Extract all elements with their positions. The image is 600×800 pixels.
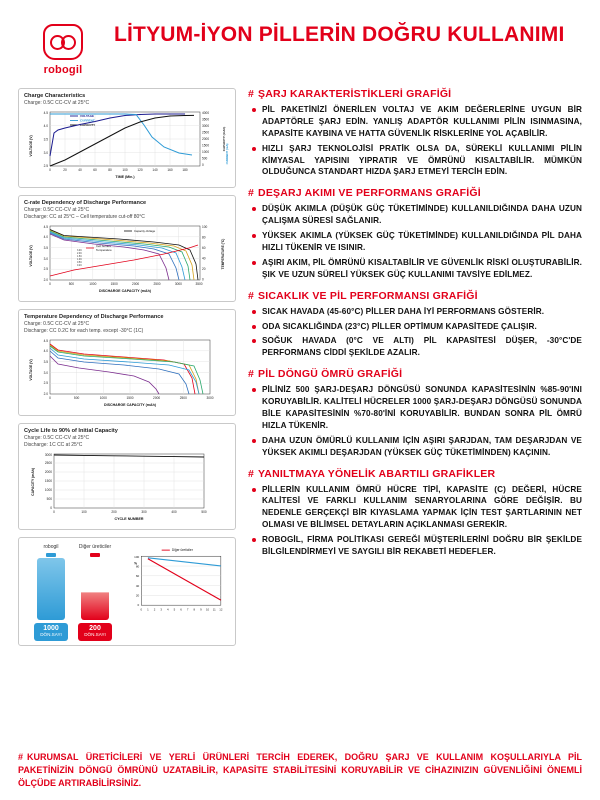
svg-text:180: 180: [182, 168, 188, 173]
svg-text:1.0C: 1.0C: [76, 258, 82, 262]
svg-text:1000: 1000: [202, 150, 210, 155]
svg-text:20: 20: [135, 593, 140, 598]
battery-capacity-unit: DÖN.SAYI: [40, 631, 62, 637]
list-item: DAHA UZUN ÖMÜRLÜ KULLANIM İÇİN AŞIRI ŞARJDAN, TAM DEŞARJDAN VE YÜKSEK AKIMLI DEŞARJDAN (YÜKSEK GÜÇ TÜKETİMİNDEN) KAÇININ.: [262, 435, 582, 457]
content-column: [248, 88, 582, 653]
list-item: SICAK HAVADA (45-60°C) PİLLER DAHA İYİ PERFORMANS GÖSTERİR.: [262, 306, 582, 318]
svg-text:0: 0: [49, 396, 51, 401]
svg-text:1000: 1000: [89, 282, 97, 287]
svg-text:140: 140: [152, 168, 158, 173]
svg-text:0: 0: [202, 163, 204, 168]
bullet-list: [248, 203, 582, 280]
svg-text:80: 80: [108, 168, 112, 173]
svg-text:40: 40: [135, 584, 140, 589]
chart-subtitle: Charge: 0.5C CC-CV at 25°C: [24, 435, 90, 442]
svg-text:80: 80: [135, 564, 140, 569]
svg-text:1: 1: [147, 607, 149, 612]
svg-text:0.2C: 0.2C: [76, 264, 82, 268]
svg-text:Cell Surface: Cell Surface: [96, 244, 112, 249]
hash-icon: #: [248, 467, 255, 480]
battery-label: Diğer üreticiler: [78, 544, 112, 551]
battery-cap-icon: [90, 553, 100, 557]
svg-text:1500: 1500: [202, 143, 210, 148]
svg-text:3000: 3000: [44, 453, 52, 458]
battery-others: [78, 544, 112, 640]
svg-text:3.5: 3.5: [43, 360, 48, 365]
chart-cycle-life: [18, 423, 236, 530]
svg-text:DISCHARGE CAPACITY (mAh): DISCHARGE CAPACITY (mAh): [99, 289, 151, 294]
svg-text:0: 0: [137, 603, 140, 608]
chart-title: Charge Characteristics: [24, 93, 86, 99]
svg-text:CURRENT (mA): CURRENT (mA): [225, 144, 229, 165]
footer-text: KURUMSAL ÜRETİCİLERİ VE YERLİ ÜRÜNLERİ TERCİH EDEREK, DOĞRU ŞARJ VE KULLANIM KOŞULLARIYLA PİL PAKETİNİZİN DÖNGÜ ÖMRÜNÜ UZATABİLİR, KAPASİTE STABİLİTESİNİ KORUYABİLİR VE CİHAZINIZIN GÜVENLİĞİNİ ÖNEMLİ ÖLÇÜDE ARTIRABİLİRSİNİZ.: [18, 751, 582, 788]
svg-text:2000: 2000: [153, 396, 161, 401]
chart-subtitle: Charge: 0.5C CC-CV at 25°C: [24, 99, 90, 106]
svg-text:3.0C: 3.0C: [76, 249, 82, 253]
svg-text:0: 0: [53, 510, 55, 515]
svg-text:500: 500: [202, 156, 208, 161]
svg-text:0: 0: [50, 506, 52, 511]
svg-text:3500: 3500: [202, 117, 210, 122]
list-item: PİLİNİZ 500 ŞARJ-DEŞARJ DÖNGÜSÜ SONUNDA KAPASİTESİNİN %85-90'INI KORUYABİLİR. KALİTELİ HÜCRELER 1000 ŞARJ-DEŞARJ DÖNGÜSÜ SONUNDA BİLE KAPASİTESİNİN %70-80'İNİ KORUYABİLİR. BUNDAN SONRA PİL ÖMRÜ HIZLA TÜKENİR.: [262, 385, 582, 430]
svg-text:500: 500: [46, 497, 52, 502]
svg-text:500: 500: [68, 282, 75, 287]
section-heading: [248, 88, 582, 100]
battery-body-icon: [37, 558, 65, 620]
svg-text:2000: 2000: [202, 137, 210, 142]
section-heading: [248, 468, 582, 480]
svg-text:7: 7: [186, 607, 189, 612]
chart-title: Cycle Life to 90% of Initial Capacity: [24, 428, 118, 435]
svg-text:4000: 4000: [202, 111, 210, 116]
svg-text:4.0: 4.0: [43, 124, 48, 129]
svg-text:0: 0: [49, 168, 51, 173]
svg-text:8: 8: [193, 607, 196, 612]
svg-text:CAPACITY (mAh): CAPACITY (mAh): [31, 468, 35, 497]
svg-text:2.0C: 2.0C: [76, 252, 82, 256]
svg-text:60: 60: [135, 574, 140, 579]
svg-text:3.0: 3.0: [43, 151, 48, 156]
list-item: ODA SICAKLIĞINDA (23°C) PİLLER OPTİMUM KAPASİTEDE ÇALIŞIR.: [262, 321, 582, 333]
hash-icon: #: [248, 289, 255, 302]
chart-canvas: [24, 448, 230, 526]
svg-text:1500: 1500: [44, 479, 52, 484]
section-sarj-karakteristikleri: [248, 88, 582, 178]
brand-name: robogil: [43, 64, 83, 76]
svg-text:3.0: 3.0: [43, 371, 48, 376]
svg-text:0: 0: [49, 282, 51, 287]
svg-text:2.5: 2.5: [43, 381, 48, 386]
svg-text:4.5: 4.5: [43, 225, 48, 230]
svg-text:4.5: 4.5: [43, 111, 48, 116]
svg-text:3000: 3000: [202, 124, 210, 129]
chart-subtitle-2: Discharge: CC at 25°C – Cell temperature cut-off 80°C: [24, 213, 145, 220]
svg-text:5: 5: [173, 607, 176, 612]
list-item: PİL PAKETİNİZİ ÖNERİLEN VOLTAJ VE AKIM DEĞERLERİNE UYGUN BİR ADAPTÖRLE ŞARJ EDİN. YANLIŞ ADAPTÖR KULLANIMI PİLİN ISINMASINA, KAPASİTE KAYBINA VE HATTA GÜVENLİK RİSKLERİNE YOL AÇABİLİR.: [262, 105, 582, 138]
svg-text:1500: 1500: [126, 396, 134, 401]
chart-subtitle-2: Discharge: CC 0.2C for each temp. except -30°C (1C): [24, 327, 144, 334]
svg-text:1.5C: 1.5C: [76, 255, 82, 259]
svg-text:100: 100: [134, 555, 140, 560]
chart-misleading: [127, 544, 229, 640]
svg-text:3.5: 3.5: [43, 246, 48, 251]
svg-text:VOLTAGE (V): VOLTAGE (V): [29, 245, 33, 268]
svg-text:1500: 1500: [110, 282, 118, 287]
svg-text:2.0: 2.0: [43, 278, 48, 283]
chart-canvas: [24, 220, 230, 298]
svg-text:2.0: 2.0: [43, 392, 48, 397]
section-title: DEŞARJ AKIMI VE PERFORMANS GRAFİĞİ: [258, 187, 481, 200]
svg-text:10: 10: [205, 607, 210, 612]
list-item: HIZLI ŞARJ TEKNOLOJİSİ PRATİK OLSA DA, SÜREKLİ KULLANIMI PİLİN KİMYASAL YAPISINI YIPRATIR VE ÖMRÜNÜ KISALTABİLİR. MÜMKÜN OLDUĞUNCA STANDART HIZDA ŞARJ ETMEYİ TERCİH EDİN.: [262, 143, 582, 177]
svg-text:120: 120: [137, 168, 143, 173]
svg-text:Temperature: Temperature: [96, 248, 112, 253]
section-heading: [248, 290, 582, 302]
svg-text:11: 11: [212, 607, 216, 612]
svg-text:2.5: 2.5: [43, 267, 48, 272]
section-yaniltma-abartili: [248, 468, 582, 558]
chart-canvas: [24, 334, 230, 412]
battery-badge: [34, 623, 68, 640]
hash-icon: #: [248, 368, 255, 381]
list-item: SOĞUK HAVADA (0°C VE ALTI) PİL KAPASİTESİ DÜŞER, -30°C'DE PERFORMANS CİDDİ ŞEKİLDE AZALIR.: [262, 336, 582, 358]
svg-text:DISCHARGE CAPACITY (mAh): DISCHARGE CAPACITY (mAh): [104, 403, 156, 408]
svg-text:2000: 2000: [132, 282, 140, 287]
svg-text:2500: 2500: [153, 282, 161, 287]
svg-text:Capacity-Voltage: Capacity-Voltage: [134, 229, 156, 234]
svg-text:3: 3: [160, 607, 162, 612]
battery-pair: [25, 544, 121, 640]
section-title: SICAKLIK VE PİL PERFORMANSI GRAFİĞİ: [258, 289, 478, 302]
svg-text:CYCLE NUMBER: CYCLE NUMBER: [114, 517, 144, 522]
robot-head-icon: [43, 24, 83, 60]
battery-label: robogil: [43, 544, 59, 551]
svg-text:3.0: 3.0: [43, 257, 48, 262]
svg-text:300: 300: [141, 510, 147, 515]
section-title: PİL DÖNGÜ ÖMRÜ GRAFİĞİ: [258, 368, 403, 381]
svg-text:12: 12: [219, 607, 223, 612]
svg-text:2.5: 2.5: [43, 164, 48, 169]
svg-text:40: 40: [202, 256, 206, 261]
chart-temperature-dependency: [18, 309, 236, 416]
svg-text:3000: 3000: [206, 396, 214, 401]
section-heading: [248, 187, 582, 199]
battery-capacity-value: 1000: [43, 625, 59, 633]
svg-text:VOLTAGE: VOLTAGE: [80, 114, 95, 119]
chart-canvas: [24, 106, 230, 184]
svg-text:CAPACITY: CAPACITY: [80, 123, 96, 128]
svg-text:500: 500: [201, 510, 207, 515]
list-item: AŞIRI AKIM, PİL ÖMRÜNÜ KISALTABİLİR VE GÜVENLİK RİSKİ OLUŞTURABİLİR. ŞIK VE UZUN SÜRELİ YÜKSEK GÜÇ KULLANIMI TAVSİYE EDİLMEZ.: [262, 257, 582, 279]
svg-text:%: %: [134, 561, 138, 566]
battery-cap-icon: [46, 553, 56, 557]
list-item: DÜŞÜK AKIMLA (DÜŞÜK GÜÇ TÜKETİMİNDE) KULLANILDIĞINDA DAHA UZUN ÇALIŞMA SÜRESİ SAĞLANIR.: [262, 204, 582, 226]
svg-text:4.5: 4.5: [43, 339, 48, 344]
svg-text:0.5C: 0.5C: [76, 261, 82, 265]
svg-text:60: 60: [93, 168, 97, 173]
list-item: YÜKSEK AKIMLA (YÜKSEK GÜÇ TÜKETİMİNDE) KULLANILDIĞINDA PİL DAHA HIZLI TÜKENİR VE ISINIR.: [262, 231, 582, 253]
list-item: ROBOGİL, FİRMA POLİTİKASI GEREĞİ MÜŞTERİLERİNİ DOĞRU BİR ŞEKİLDE BİLGİLENDİRMEYİ VE SAYGILI BİR REKABETİ HEDEFLER.: [262, 535, 582, 557]
svg-text:6: 6: [180, 607, 182, 612]
battery-capacity-value: 200: [89, 625, 101, 633]
brand-logo: [20, 18, 106, 76]
poster-body: [0, 82, 600, 653]
svg-text:0: 0: [202, 277, 204, 282]
chart-crate-dependency: [18, 195, 236, 302]
page-title-wrap: [106, 18, 580, 47]
bullet-list: [248, 484, 582, 558]
chart-charge-characteristics: [18, 88, 236, 188]
hash-icon: #: [18, 751, 24, 762]
bullet-list: [248, 104, 582, 178]
svg-text:4: 4: [167, 607, 169, 612]
battery-capacity-unit: DÖN.SAYI: [84, 631, 106, 637]
chart-title: C-rate Dependency of Discharge Performance: [24, 200, 147, 207]
svg-text:CURRENT: CURRENT: [80, 118, 95, 123]
charts-column: [18, 88, 236, 653]
hash-icon: #: [248, 187, 255, 200]
bullet-list: [248, 384, 582, 458]
battery-comparison-card: [18, 537, 236, 645]
section-desarj-akimi: [248, 187, 582, 280]
hash-icon: #: [248, 88, 255, 100]
svg-text:100: 100: [202, 225, 208, 230]
svg-text:400: 400: [171, 510, 177, 515]
svg-text:40: 40: [78, 168, 82, 173]
svg-text:20: 20: [202, 267, 206, 272]
list-item: PİLLERİN KULLANIM ÖMRÜ HÜCRE TİPİ, KAPASİTE (C) DEĞERİ, HÜCRE KALİTESİ VE FARKLI KULLANIM SENARYOLARINA GÖRE DEĞİŞİR. BU NEDENLE GERÇEKÇİ BİR KIYASLAMA YAPMAK İÇİN TEST ŞARTLARININ NET OLMASI VE BİLİMSEL DETAYLARIN AÇIKLANMASI GEREKİR.: [262, 484, 582, 530]
svg-text:CAPACITY (mAh): CAPACITY (mAh): [222, 127, 226, 152]
svg-text:Diğer üreticiler: Diğer üreticiler: [171, 548, 193, 553]
svg-text:9: 9: [200, 607, 202, 612]
svg-text:80: 80: [202, 235, 206, 240]
section-heading: [248, 368, 582, 380]
bullet-list: [248, 306, 582, 360]
svg-text:3500: 3500: [195, 282, 203, 287]
section-title: ŞARJ KARAKTERİSTİKLERİ GRAFİĞİ: [258, 88, 452, 100]
chart-subtitle: Charge: 0.5C CC-CV at 25°C: [24, 321, 90, 328]
footer-note: [18, 751, 582, 790]
svg-text:3.5: 3.5: [43, 137, 48, 142]
svg-text:100: 100: [122, 168, 128, 173]
page-title: LİTYUM-İYON PİLLERİN DOĞRU KULLANIMI: [114, 23, 565, 46]
svg-text:0: 0: [140, 607, 143, 612]
battery-badge: [78, 623, 112, 640]
svg-text:500: 500: [73, 396, 80, 401]
svg-text:2: 2: [153, 607, 156, 612]
battery-body-icon: [81, 558, 109, 620]
svg-text:TEMPERATURE (°C): TEMPERATURE (°C): [221, 239, 225, 270]
svg-text:20: 20: [63, 168, 67, 173]
chart-title: Temperature Dependency of Discharge Performance: [24, 314, 164, 321]
svg-text:2500: 2500: [202, 130, 210, 135]
section-title: YANILTMAYA YÖNELİK ABARTILI GRAFİKLER: [258, 467, 496, 480]
poster-header: [0, 0, 600, 82]
svg-text:2000: 2000: [44, 470, 52, 475]
svg-text:1000: 1000: [99, 396, 107, 401]
svg-text:VOLTAGE (V): VOLTAGE (V): [29, 135, 33, 158]
svg-text:3000: 3000: [174, 282, 182, 287]
chart-canvas: [127, 544, 229, 624]
section-sicaklik-performans: [248, 290, 582, 360]
svg-text:4.0: 4.0: [43, 349, 48, 354]
battery-robogil: [34, 544, 68, 640]
chart-subtitle: Charge: 0.5C CC-CV at 25°C: [24, 207, 90, 214]
svg-text:100: 100: [81, 510, 87, 515]
svg-text:VOLTAGE (V): VOLTAGE (V): [29, 359, 33, 382]
section-pil-dongu-omru: [248, 368, 582, 458]
svg-text:TIME (Min.): TIME (Min.): [115, 175, 135, 180]
svg-text:160: 160: [167, 168, 173, 173]
svg-text:2500: 2500: [44, 461, 52, 466]
svg-text:1000: 1000: [44, 488, 52, 493]
svg-text:60: 60: [202, 246, 206, 251]
svg-text:4.0: 4.0: [43, 235, 48, 240]
svg-text:200: 200: [111, 510, 117, 515]
chart-subtitle-2: Discharge: 1C CC at 25°C: [24, 441, 83, 448]
svg-text:2500: 2500: [179, 396, 187, 401]
